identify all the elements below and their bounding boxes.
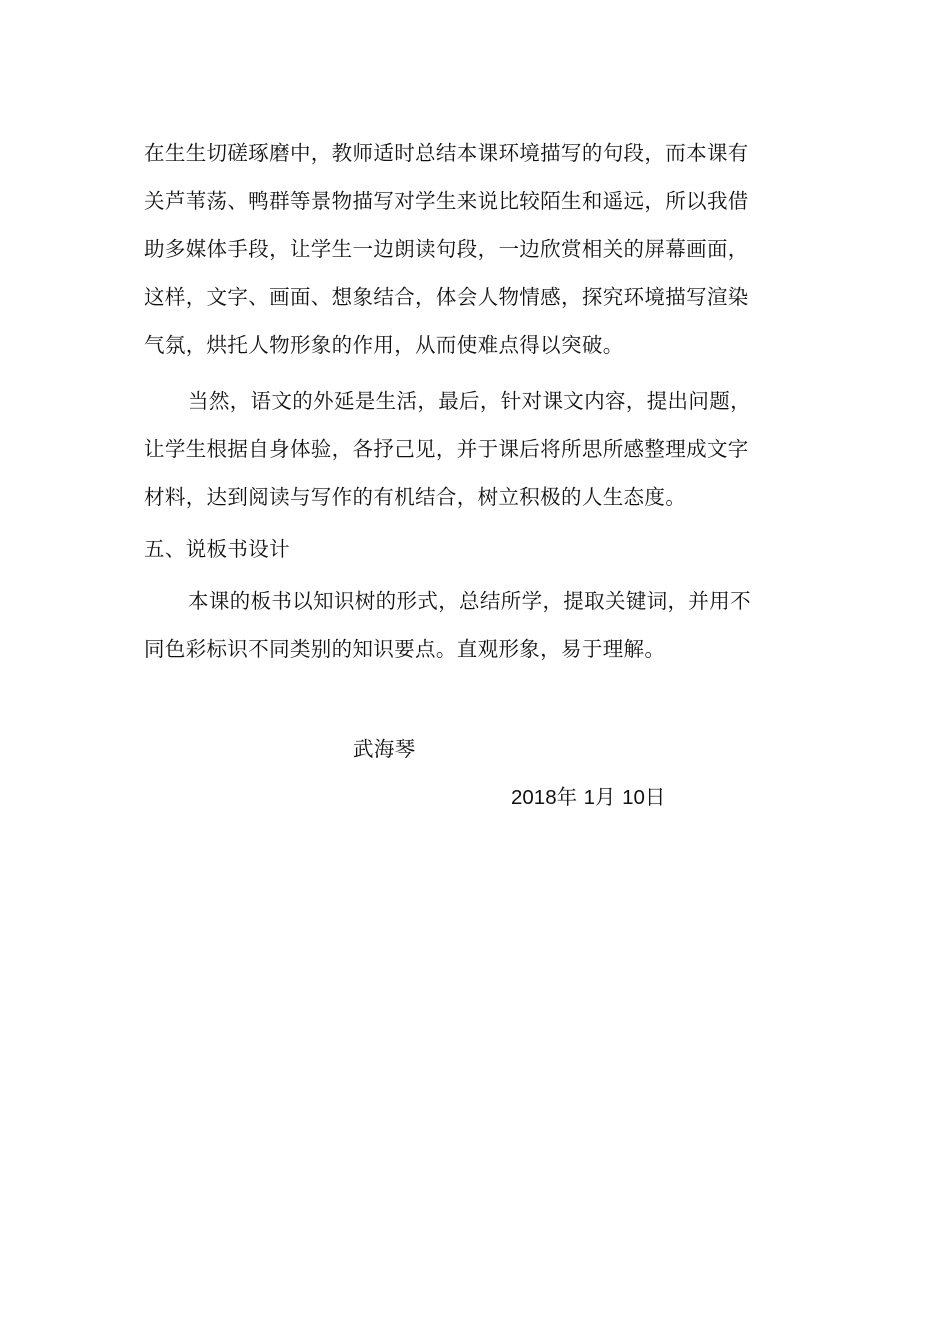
date-year: 2018 [511, 786, 557, 809]
date-day-unit: 日 [644, 785, 666, 809]
section-heading: 五、说板书设计 [144, 537, 290, 561]
date-month-unit: 月 [595, 785, 616, 809]
date-month: 1 [583, 786, 596, 809]
paragraph-2-line-2: 让学生根据自身体验，各抒己见，并于课后将所思所感整理成文字 [144, 437, 749, 461]
paragraph-1-line-1: 在生生切磋琢磨中，教师适时总结本课环境描写的句段，而本课有 [144, 141, 749, 165]
date-day: 10 [622, 786, 645, 809]
paragraph-3-line-1: 本课的板书以知识树的形式，总结所学，提取关键词，并用不 [188, 589, 751, 613]
document-date [511, 784, 665, 811]
paragraph-1-line-4: 这样，文字、画面、想象结合，体会人物情感，探究环境描写渲染 [144, 285, 749, 309]
paragraph-2-line-1: 当然，语文的外延是生活，最后，针对课文内容，提出问题， [188, 389, 751, 413]
paragraph-3-line-2: 同色彩标识不同类别的知识要点。直观形象，易于理解。 [144, 637, 666, 661]
date-year-unit: 年 [556, 785, 578, 809]
author-signature: 武海琴 [353, 737, 416, 761]
paragraph-1-line-5: 气氛，烘托人物形象的作用，从而使难点得以突破。 [144, 333, 624, 357]
paragraph-2-line-3: 材料，达到阅读与写作的有机结合，树立积极的人生态度。 [144, 485, 687, 509]
paragraph-1-line-3: 助多媒体手段，让学生一边朗读句段，一边欣赏相关的屏幕画面， [144, 237, 749, 261]
paragraph-1-line-2: 关芦苇荡、鸭群等景物描写对学生来说比较陌生和遥远，所以我借 [144, 189, 749, 213]
